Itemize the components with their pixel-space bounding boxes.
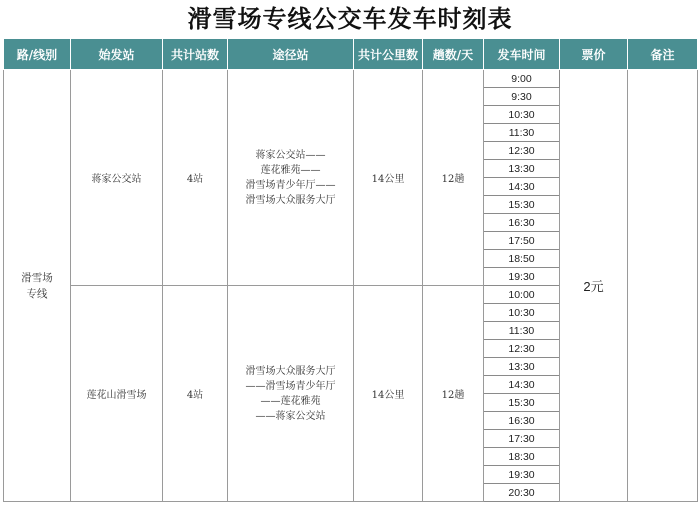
header-origin: 始发站: [71, 39, 163, 70]
departure-time: 19:30: [484, 466, 560, 484]
header-via: 途径站: [228, 39, 354, 70]
remark-cell: [628, 70, 698, 502]
departure-time: 18:30: [484, 448, 560, 466]
via-stop: 滑雪场大众服务大厅: [245, 365, 336, 377]
via-stop: 蒋家公交站——: [255, 149, 326, 161]
fare-cell: 2元: [560, 70, 628, 502]
departure-time: 16:30: [484, 412, 560, 430]
route-name-line1: 滑雪场: [21, 271, 53, 284]
km-cell: 14公里: [354, 286, 423, 502]
via-stop: ——滑雪场青少年厅: [245, 380, 336, 392]
via-cell: [228, 286, 354, 502]
departure-time: 10:30: [484, 106, 560, 124]
header-fare: 票价: [560, 39, 628, 70]
departure-time: 15:30: [484, 196, 560, 214]
departure-time: 14:30: [484, 178, 560, 196]
departure-time: 10:30: [484, 304, 560, 322]
page-title: 滑雪场专线公交车发车时刻表: [187, 4, 513, 33]
departure-time: 9:00: [484, 70, 560, 88]
header-km: 共计公里数: [354, 39, 423, 70]
via-stop: 滑雪场青少年厅——: [245, 179, 336, 191]
stop-count-cell: 4站: [163, 70, 228, 286]
table-row: [4, 70, 698, 88]
header-route: 路/线别: [4, 39, 71, 70]
departure-time: 11:30: [484, 124, 560, 142]
departure-time: 12:30: [484, 142, 560, 160]
departure-time: 18:50: [484, 250, 560, 268]
km-cell: 14公里: [354, 70, 423, 286]
via-stop: ——莲花雅苑: [260, 395, 321, 407]
departure-time: 12:30: [484, 340, 560, 358]
origin-cell: 莲花山滑雪场: [71, 286, 163, 502]
route-name-line2: 专线: [26, 287, 48, 300]
departure-time: 20:30: [484, 484, 560, 502]
origin-cell: 蒋家公交站: [71, 70, 163, 286]
via-cell: [228, 70, 354, 286]
departure-time: 11:30: [484, 322, 560, 340]
departure-time: 17:30: [484, 430, 560, 448]
via-stop: 滑雪场大众服务大厅: [245, 194, 336, 206]
departure-time: 10:00: [484, 286, 560, 304]
trips-cell: 12趟: [423, 286, 484, 502]
stop-count-cell: 4站: [163, 286, 228, 502]
header-row: [4, 39, 698, 70]
route-name-cell: [4, 70, 71, 502]
header-stop-count: 共计站数: [163, 39, 228, 70]
departure-time: 15:30: [484, 394, 560, 412]
via-stop: 莲花雅苑——: [260, 164, 321, 176]
departure-time: 16:30: [484, 214, 560, 232]
departure-time: 17:50: [484, 232, 560, 250]
header-trips: 趟数/天: [423, 39, 484, 70]
header-departure-time: 发车时间: [484, 39, 560, 70]
departure-time: 9:30: [484, 88, 560, 106]
departure-time: 14:30: [484, 376, 560, 394]
header-remark: 备注: [628, 39, 698, 70]
schedule-table: [3, 38, 698, 502]
trips-cell: 12趟: [423, 70, 484, 286]
via-stop: ——蒋家公交站: [255, 410, 326, 422]
departure-time: 13:30: [484, 358, 560, 376]
departure-time: 13:30: [484, 160, 560, 178]
departure-time: 19:30: [484, 268, 560, 286]
